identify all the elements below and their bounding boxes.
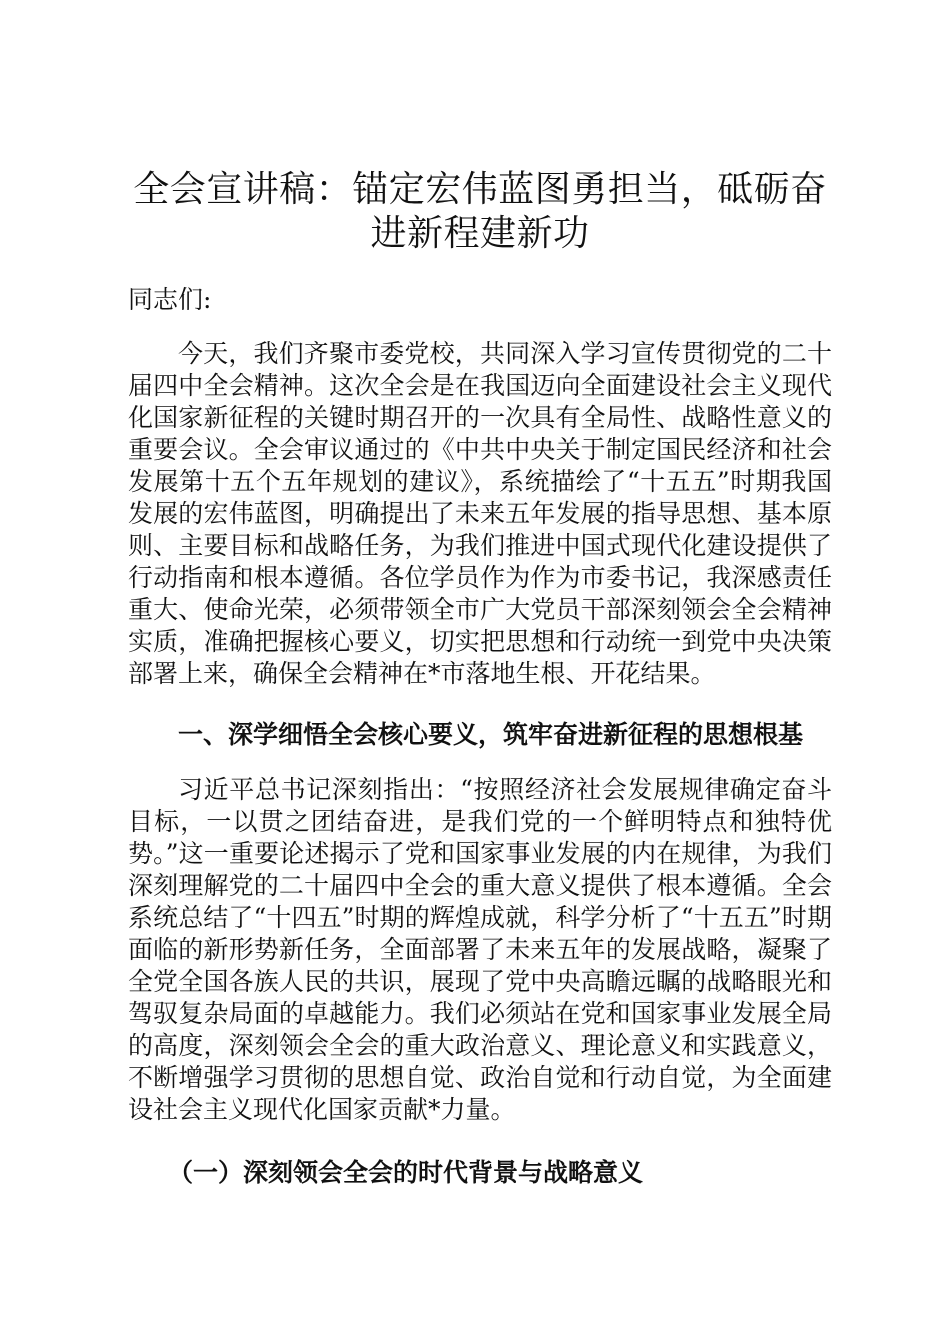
document-content [128,168,832,1190]
subsection-heading-1: （一）深刻领会全会的时代背景与战略意义 [168,1158,644,1187]
salutation: 同志们: [128,285,212,314]
section-1-paragraph: 习近平总书记深刻指出：“按照经济社会发展规律确定奋斗目标，一以贯之团结奋进，是我们党的一个鲜明特点和独特优势。”这一重要论述揭示了党和国家事业发展的内在规律，为我们深刻理解党的二十届四中全会的重大意义提供了根本遵循。全会系统总结了“十四五”时期的辉煌成就，科学分析了“十五五”时期面临的新形势新任务，全面部署了未来五年的发展战略，凝聚了全党全国各族人民的共识，展现了党中央高瞻远瞩的战略眼光和驾驭复杂局面的卓越能力。我们必须站在党和国家事业发展全局的高度，深刻领会全会的重大政治意义、理论意义和实践意义，不断增强学习贯彻的思想自觉、政治自觉和行动自觉，为全面建设社会主义现代化国家贡献*力量。 [128,775,832,1124]
intro-paragraph: 今天，我们齐聚市委党校，共同深入学习宣传贯彻党的二十届四中全会精神。这次全会是在我国迈向全面建设社会主义现代化国家新征程的关键时期召开的一次具有全局性、战略性意义的重要会议。全会审议通过的《中共中央关于制定国民经济和社会发展第十五个五年规划的建议》，系统描绘了“十五五”时期我国发展的宏伟蓝图，明确提出了未来五年发展的指导思想、基本原则、主要目标和战略任务，为我们推进中国式现代化建设提供了行动指南和根本遵循。各位学员作为作为市委书记，我深感责任重大、使命光荣，必须带领全市广大党员干部深刻领会全会精神实质，准确把握核心要义，切实把思想和行动统一到党中央决策部署上来，确保全会精神在*市落地生根、开花结果。 [128,339,832,688]
document-title: 全会宣讲稿：锚定宏伟蓝图勇担当，砥砺奋进新程建新功 [133,169,827,254]
section-heading-1: 一、深学细悟全会核心要义，筑牢奋进新征程的思想根基 [178,720,804,749]
